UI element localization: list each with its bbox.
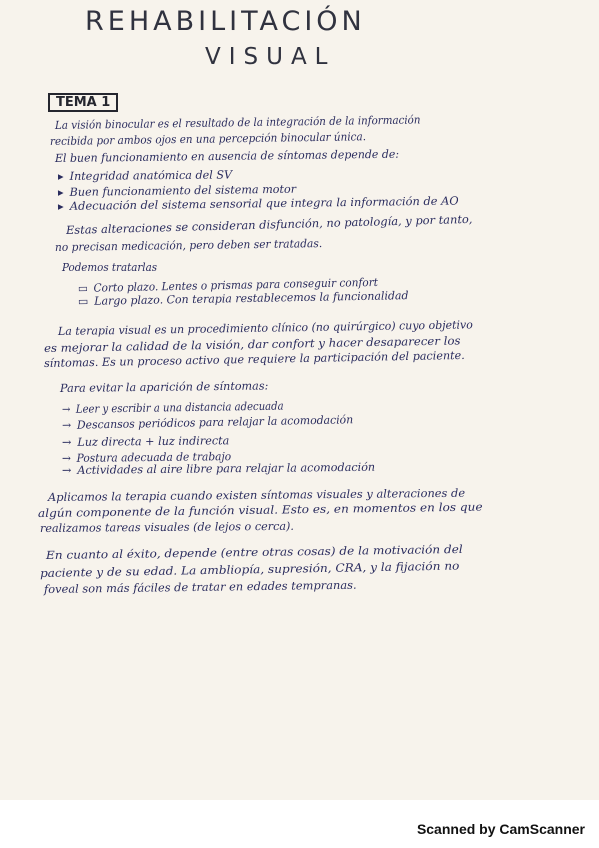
text-line: foveal son más fáciles de tratar en edades tempranas. — [43, 578, 357, 596]
text-line: La visión binocular es el resultado de la integración de la información — [54, 113, 421, 132]
text-line: es mejorar la calidad de la visión, dar confort y hacer desaparecer los — [43, 334, 461, 355]
page-subtitle: VISUAL — [205, 44, 336, 70]
section-label: TEMA 1 — [48, 93, 118, 112]
list-item: ▭ Largo plazo. Con terapia restablecemos la funcionalidad — [78, 290, 409, 307]
list-item: → Postura adecuada de trabajo — [62, 451, 231, 464]
list-item: → Actividades al aire libre para relajar la acomodación — [62, 462, 375, 476]
list-item: → Luz directa + luz indirecta — [62, 435, 229, 448]
text-line: El buen funcionamiento en ausencia de síntomas depende de: — [54, 147, 400, 165]
scanner-watermark: Scanned by CamScanner — [416, 821, 585, 837]
text-line: Aplicamos la terapia cuando existen síntomas visuales y alteraciones de — [47, 486, 466, 504]
text-line: En cuanto al éxito, depende (entre otras cosas) de la motivación del — [45, 542, 463, 562]
text-line: recibida por ambos ojos en una percepción binocular única. — [49, 130, 367, 148]
text-line: La terapia visual es un procedimiento clínico (no quirúrgico) cuyo objetivo — [57, 318, 473, 338]
list-item: ▸ Integridad anatómica del SV — [58, 169, 232, 182]
text-line: paciente y de su edad. La ambliopía, supresión, CRA, y la fijación no — [39, 559, 460, 580]
text-line: Podemos tratarlas — [62, 261, 157, 274]
list-item: → Leer y escribir a una distancia adecuada — [62, 401, 284, 416]
list-item: ▸ Adecuación del sistema sensorial que integra la información de AO — [58, 196, 459, 213]
list-item: ▸ Buen funcionamiento del sistema motor — [58, 184, 296, 199]
text-line: síntomas. Es un proceso activo que requiere la participación del paciente. — [43, 348, 465, 370]
text-line: algún componente de la función visual. Esto es, en momentos en los que — [37, 500, 483, 520]
text-line: no precisan medicación, pero deben ser tratadas. — [54, 237, 323, 254]
text-line: Para evitar la aparición de síntomas: — [59, 379, 269, 395]
page-title: REHABILITACIÓN — [85, 6, 366, 37]
text-line: realizamos tareas visuales (de lejos o cerca). — [39, 519, 294, 535]
list-item: ▭ Corto plazo. Lentes o prismas para conseguir confort — [78, 277, 378, 294]
text-line: Estas alteraciones se consideran disfunción, no patología, y por tanto, — [65, 212, 473, 237]
list-item: → Descansos periódicos para relajar la acomodación — [62, 414, 353, 431]
